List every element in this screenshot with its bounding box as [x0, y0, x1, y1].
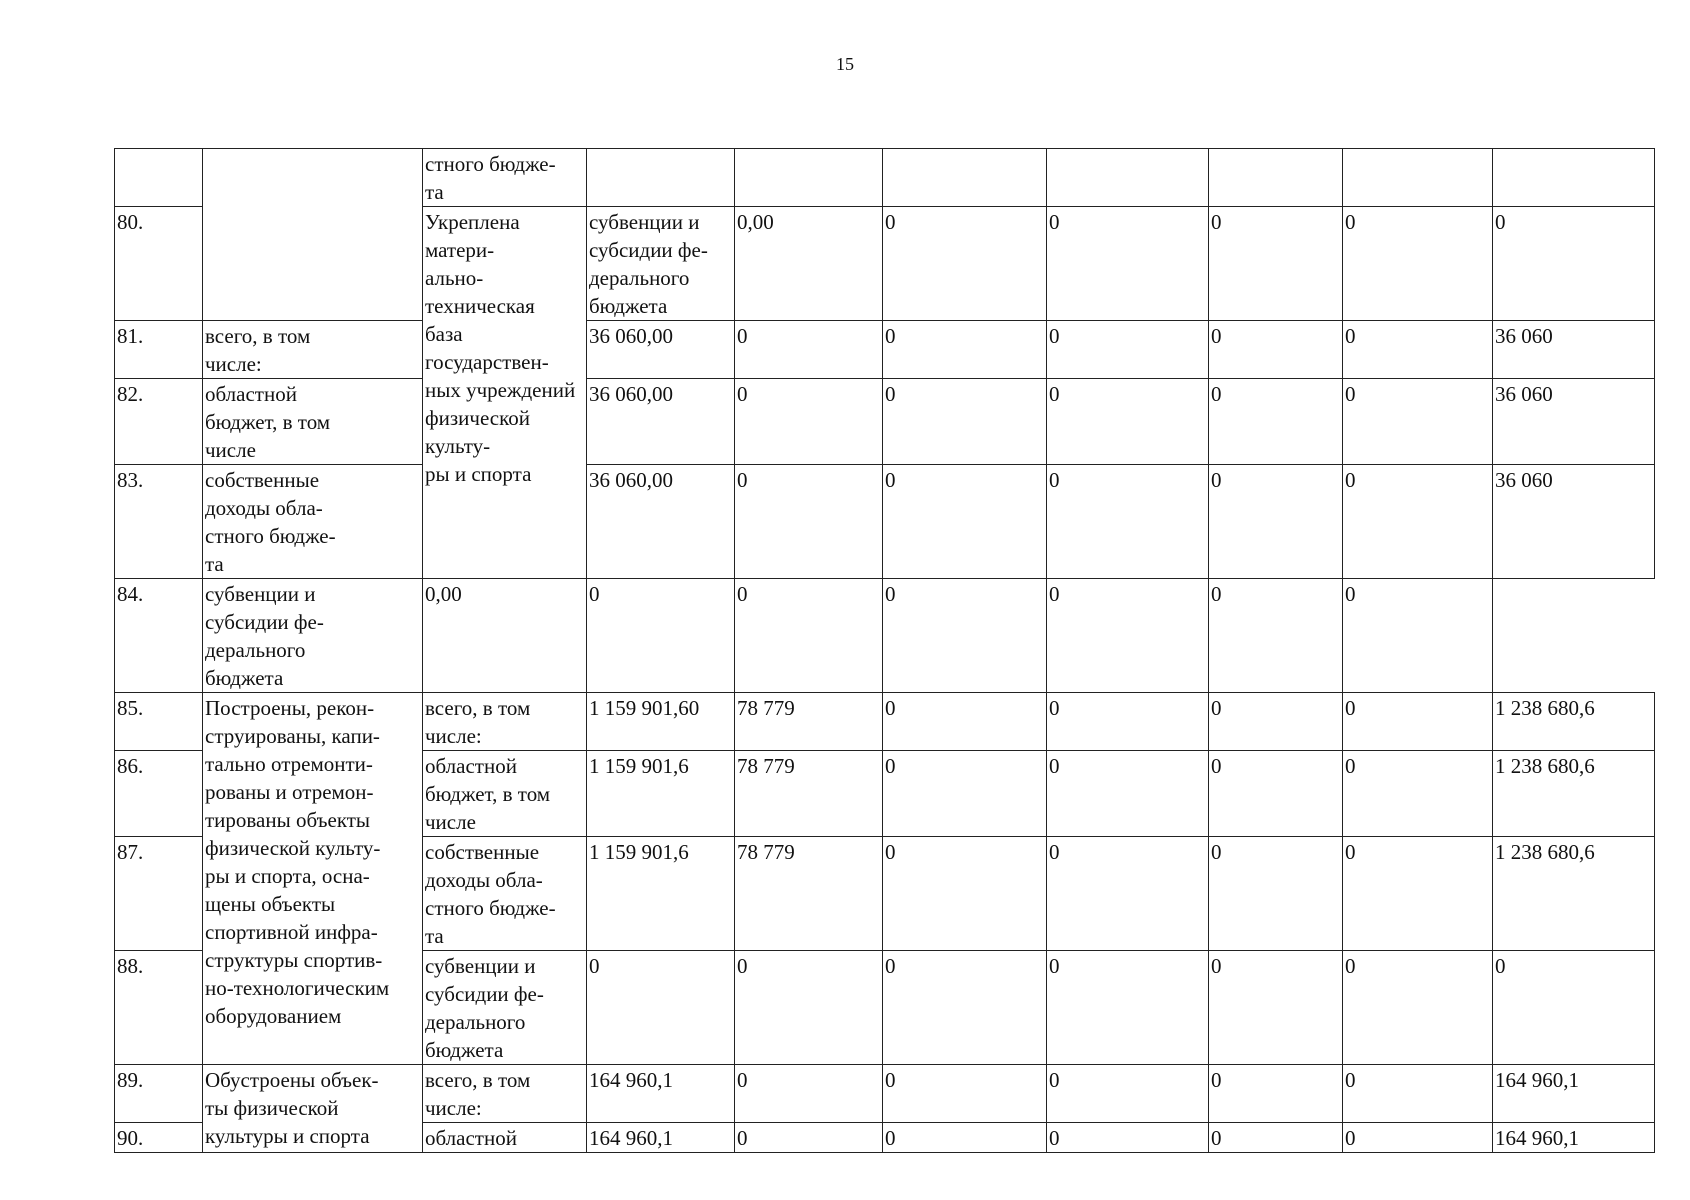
- row-number: 90.: [115, 1123, 203, 1153]
- value-cell: 0: [1209, 837, 1343, 951]
- value-cell: 0: [735, 1123, 883, 1153]
- funding-source: стного бюдже- та: [423, 149, 587, 207]
- value-cell: 0: [735, 951, 883, 1065]
- value-cell: 0: [1209, 321, 1343, 379]
- value-cell: 0: [1047, 465, 1209, 579]
- value-cell: 0: [735, 1065, 883, 1123]
- value-total: 36 060: [1493, 321, 1655, 379]
- funding-source: собственные доходы обла- стного бюдже- та: [203, 465, 423, 579]
- table-row: [115, 1065, 1655, 1123]
- value-cell: 0: [1209, 1065, 1343, 1123]
- value-cell: 0: [1343, 321, 1493, 379]
- value-cell: 0: [1343, 207, 1493, 321]
- value-total: 1 238 680,6: [1493, 837, 1655, 951]
- value-total: 0: [1493, 951, 1655, 1065]
- value-cell: 0: [883, 207, 1047, 321]
- value-cell: 164 960,1: [587, 1065, 735, 1123]
- value-cell: 0: [883, 751, 1047, 837]
- funding-source: собственные доходы обла- стного бюдже- та: [423, 837, 587, 951]
- value-cell: 78 779: [735, 837, 883, 951]
- table-row: [115, 321, 1655, 379]
- value-cell: 0: [1047, 321, 1209, 379]
- group-arranged-objects: Обустроены объек- ты физической культуры и спорта: [203, 1065, 423, 1153]
- row-number: 83.: [115, 465, 203, 579]
- funding-source: областной бюджет, в том числе: [423, 751, 587, 837]
- row-number: 80.: [115, 207, 203, 321]
- value-cell: [883, 149, 1047, 207]
- value-cell: [1047, 149, 1209, 207]
- value-cell: 0: [883, 465, 1047, 579]
- row-number: 86.: [115, 751, 203, 837]
- value-cell: 0: [1047, 579, 1209, 693]
- value-cell: [1343, 149, 1493, 207]
- value-cell: 0: [1047, 751, 1209, 837]
- value-cell: 0: [1047, 1123, 1209, 1153]
- value-cell: 0: [1493, 207, 1655, 321]
- value-cell: [1209, 149, 1343, 207]
- value-cell: 0: [1343, 1065, 1493, 1123]
- funding-source: всего, в том числе:: [423, 1065, 587, 1123]
- funding-source: субвенции и субсидии фе- дерального бюджета: [587, 207, 735, 321]
- value-cell: 0: [1047, 951, 1209, 1065]
- value-cell: 0: [883, 837, 1047, 951]
- table-row: [115, 149, 1655, 207]
- row-number: 84.: [115, 579, 203, 693]
- value-cell: 78 779: [735, 751, 883, 837]
- value-cell: 0: [1343, 751, 1493, 837]
- value-total: 0: [1343, 579, 1493, 693]
- group-sports-objects: Построены, рекон- струированы, капи- тально отремонти- рованы и отремон- тированы объекты физической культу- ры и спорта, осна- щены объекты спортивной инфра- структуры спортив- но-технологическим оборудованием: [203, 693, 423, 1065]
- funding-source: всего, в том числе:: [203, 321, 423, 379]
- value-cell: 0: [1343, 951, 1493, 1065]
- value-total: 36 060: [1493, 379, 1655, 465]
- group-material-base: Укреплена матери- ально-техническая база государствен- ных учреждений физической культу- ры и спорта: [423, 207, 587, 579]
- table-row: [115, 693, 1655, 751]
- result-description: [203, 149, 423, 321]
- value-cell: 0: [1209, 693, 1343, 751]
- value-cell: 0,00: [423, 579, 587, 693]
- value-cell: [587, 149, 735, 207]
- value-cell: 0: [1047, 379, 1209, 465]
- value-cell: 0: [1343, 1123, 1493, 1153]
- page-number: 15: [836, 54, 854, 74]
- value-cell: 0: [1209, 465, 1343, 579]
- value-cell: 0: [883, 1065, 1047, 1123]
- value-cell: 0: [735, 379, 883, 465]
- value-cell: 0: [587, 579, 735, 693]
- value-cell: 0: [1209, 951, 1343, 1065]
- value-cell: 0: [1343, 693, 1493, 751]
- value-total: 164 960,1: [1493, 1123, 1655, 1153]
- value-total: 1 238 680,6: [1493, 693, 1655, 751]
- row-number: 82.: [115, 379, 203, 465]
- value-cell: 0: [1047, 693, 1209, 751]
- value-cell: 164 960,1: [587, 1123, 735, 1153]
- funding-source: субвенции и субсидии фе- дерального бюджета: [203, 579, 423, 693]
- value-cell: 0: [587, 951, 735, 1065]
- row-number: 89.: [115, 1065, 203, 1123]
- value-cell: 0: [1343, 465, 1493, 579]
- funding-source: областной бюджет, в том числе: [203, 379, 423, 465]
- value-cell: 0: [1343, 837, 1493, 951]
- funding-source: областной: [423, 1123, 587, 1153]
- value-total: 1 238 680,6: [1493, 751, 1655, 837]
- value-cell: 0: [1047, 837, 1209, 951]
- value-cell: 0: [1209, 751, 1343, 837]
- value-cell: 0: [1209, 379, 1343, 465]
- funding-source: всего, в том числе:: [423, 693, 587, 751]
- value-cell: 36 060,00: [587, 321, 735, 379]
- funding-source: субвенции и субсидии фе- дерального бюджета: [423, 951, 587, 1065]
- value-cell: 36 060,00: [587, 379, 735, 465]
- budget-table: [114, 148, 1655, 1153]
- row-number: 85.: [115, 693, 203, 751]
- table-row: [115, 379, 1655, 465]
- row-number: 87.: [115, 837, 203, 951]
- table-row: [115, 579, 1655, 693]
- value-cell: 0: [735, 579, 883, 693]
- value-cell: [735, 149, 883, 207]
- value-cell: 78 779: [735, 693, 883, 751]
- value-total: 36 060: [1493, 465, 1655, 579]
- row-number: 88.: [115, 951, 203, 1065]
- value-total: 164 960,1: [1493, 1065, 1655, 1123]
- value-cell: 36 060,00: [587, 465, 735, 579]
- row-number: 81.: [115, 321, 203, 379]
- value-cell: 1 159 901,6: [587, 751, 735, 837]
- value-cell: 0: [1209, 579, 1343, 693]
- value-cell: 0: [1209, 1123, 1343, 1153]
- value-cell: 0: [735, 465, 883, 579]
- value-cell: 0: [1047, 1065, 1209, 1123]
- value-cell: 0: [1209, 207, 1343, 321]
- value-cell: 0: [883, 693, 1047, 751]
- value-cell: 0: [1047, 207, 1209, 321]
- row-number: [115, 149, 203, 207]
- value-cell: 0: [883, 379, 1047, 465]
- value-cell: 0: [883, 579, 1047, 693]
- value-cell: 0: [883, 321, 1047, 379]
- value-cell: 0: [735, 321, 883, 379]
- value-total: [1493, 149, 1655, 207]
- value-cell: 0,00: [735, 207, 883, 321]
- value-cell: 1 159 901,60: [587, 693, 735, 751]
- value-cell: 0: [883, 1123, 1047, 1153]
- table-row: [115, 465, 1655, 579]
- value-cell: 0: [1343, 379, 1493, 465]
- value-cell: 1 159 901,6: [587, 837, 735, 951]
- value-cell: 0: [883, 951, 1047, 1065]
